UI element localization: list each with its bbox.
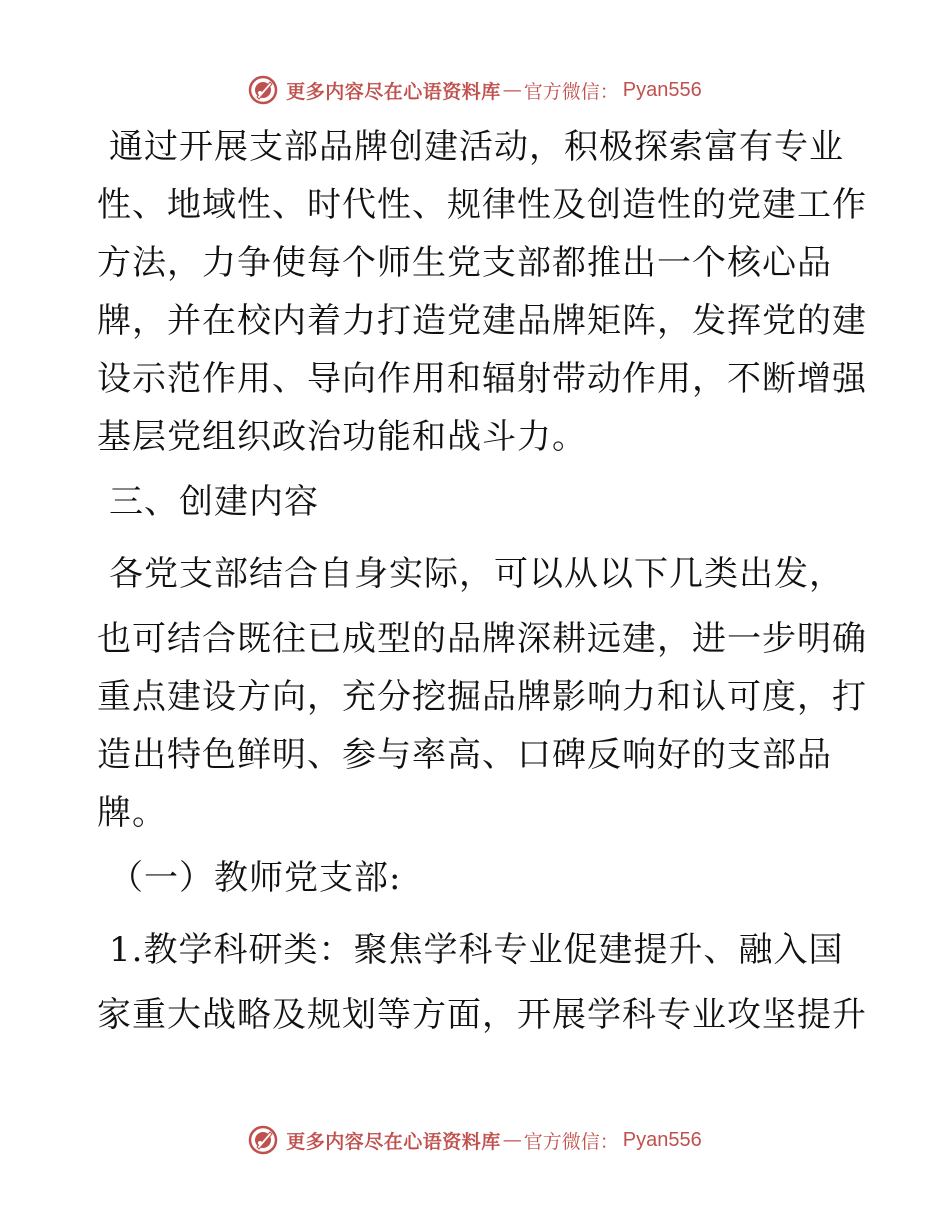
paragraph-line: 家重大战略及规划等方面，开展学科专业攻坚提升 <box>97 995 867 1035</box>
pen-logo-icon <box>248 1125 278 1155</box>
paragraph-line: 各党支部结合自身实际，可以从以下几类出发， <box>109 554 844 594</box>
paragraph-line: 通过开展支部品牌创建活动，积极探索富有专业 <box>109 127 844 167</box>
watermark-banner-top <box>0 70 950 110</box>
watermark-wechat-id: Pyan556 <box>622 78 702 101</box>
pen-logo-icon <box>248 75 278 105</box>
paragraph-line: 设示范作用、导向作用和辐射带动作用，不断增强 <box>97 359 867 399</box>
paragraph-line: 也可结合既往已成型的品牌深耕远建，进一步明确 <box>97 619 867 659</box>
watermark-banner-bottom <box>0 1120 950 1160</box>
section-heading: 三、创建内容 <box>109 482 319 522</box>
watermark-wechat-label: 官方微信： <box>523 80 619 103</box>
paragraph-line: 性、地域性、时代性、规律性及创造性的党建工作 <box>97 185 867 225</box>
watermark-site-text: 更多内容尽在心语资料库 <box>286 1130 501 1153</box>
paragraph-line: 基层党组织政治功能和战斗力。 <box>97 417 587 457</box>
paragraph-line: 牌，并在校内着力打造党建品牌矩阵，发挥党的建 <box>97 301 867 341</box>
paragraph-line: 造出特色鲜明、参与率高、口碑反响好的支部品 <box>97 735 832 775</box>
paragraph-line: 1.教学科研类：聚焦学科专业促建提升、融入国 <box>109 930 844 970</box>
watermark-separator: — <box>502 79 522 101</box>
watermark-separator: — <box>502 1129 522 1151</box>
watermark-site-text: 更多内容尽在心语资料库 <box>286 80 501 103</box>
paragraph-line: 牌。 <box>97 793 167 833</box>
subsection-heading: （一）教师党支部: <box>109 858 402 898</box>
document-body <box>97 118 867 1044</box>
paragraph-line: 方法，力争使每个师生党支部都推出一个核心品 <box>97 243 832 283</box>
watermark-wechat-label: 官方微信： <box>523 1130 619 1153</box>
watermark-wechat-id: Pyan556 <box>622 1128 702 1151</box>
paragraph-line: 重点建设方向，充分挖掘品牌影响力和认可度，打 <box>97 677 867 717</box>
